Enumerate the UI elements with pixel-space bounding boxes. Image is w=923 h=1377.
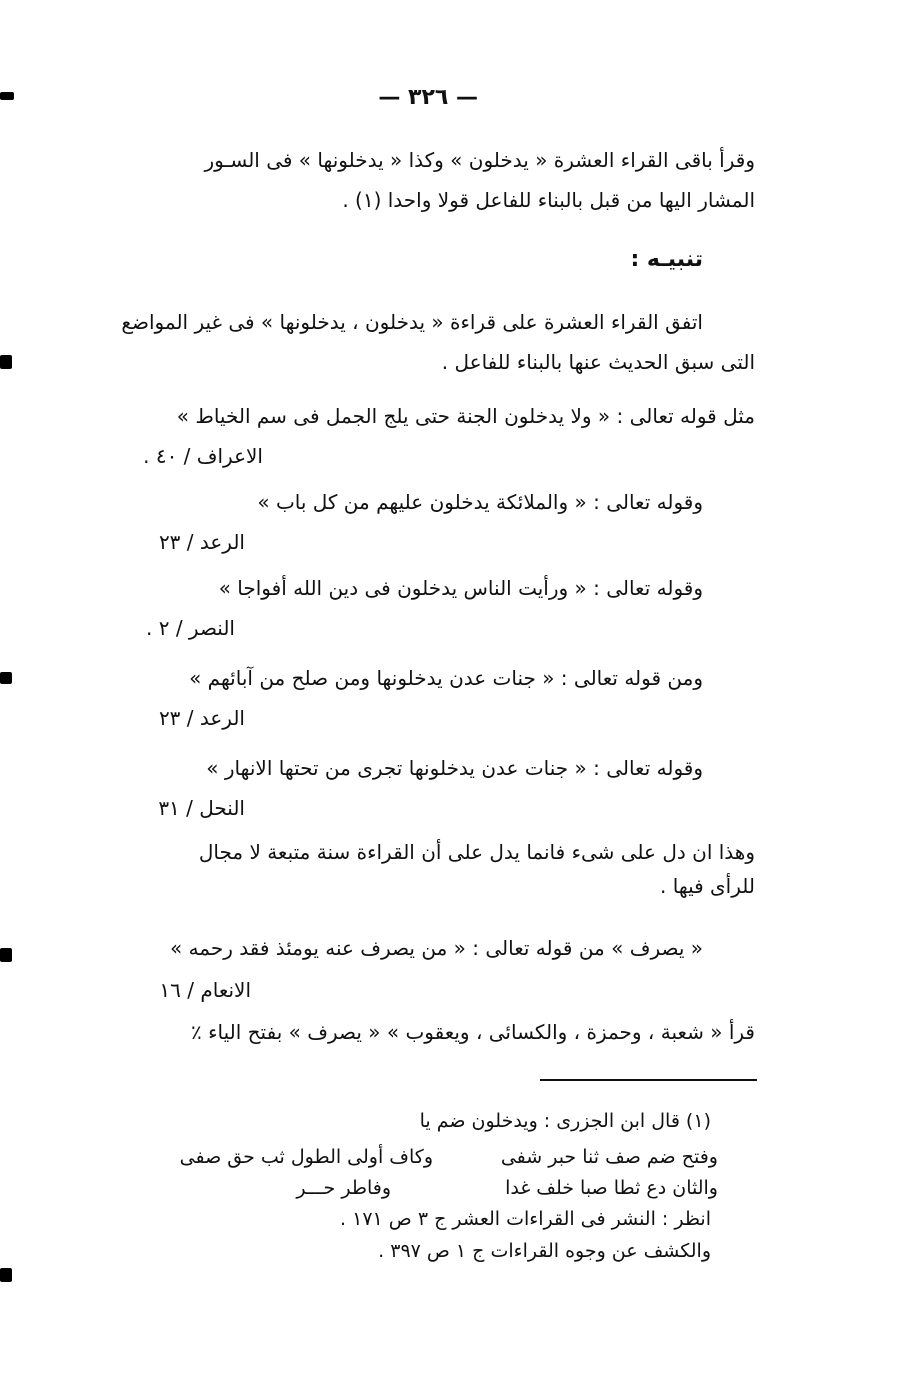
binding-hole-mark (0, 672, 12, 684)
section-heading: تنبيـه : (630, 247, 703, 272)
footnote-line3a: والثان دع ثطا صبا خلف غدا (505, 1177, 718, 1199)
yusraf-line1: « يصرف » من قوله تعالى : « من يصرف عنه يومئذ فقد رحمه » (169, 936, 703, 960)
binding-hole-mark (0, 1268, 12, 1282)
example-3-text: وقوله تعالى : « ورأيت الناس يدخلون فى دين الله أفواجا » (218, 576, 703, 600)
example-5-text: وقوله تعالى : « جنات عدن يدخلونها تجرى من تحتها الانهار » (206, 756, 703, 780)
example-2-ref: الرعد / ٢٣ (158, 530, 245, 554)
footnote-line1: (١) قال ابن الجزرى : ويدخلون ضم يا (419, 1110, 711, 1132)
binding-hole-mark (0, 355, 12, 369)
para1-line1: وقرأ باقى القراء العشرة « يدخلون » وكذا « يدخلونها » فى السـور (204, 148, 755, 172)
para3-line2: للرأى فيها . (660, 874, 755, 898)
example-1-text: مثل قوله تعالى : « ولا يدخلون الجنة حتى يلج الجمل فى سم الخياط » (176, 404, 755, 428)
example-5-ref: النحل / ٣١ (158, 796, 245, 820)
binding-hole-mark (0, 948, 12, 962)
binding-hole-mark (0, 92, 14, 100)
example-4-ref: الرعد / ٢٣ (158, 706, 245, 730)
page-number: — ٣٢٦ — (378, 85, 478, 110)
example-1-ref: الاعراف / ٤٠ . (143, 444, 263, 468)
yusraf-line3: قرأ « شعبة ، وحمزة ، والكسائى ، ويعقوب » « يصرف » بفتح الياء ٪ (191, 1020, 755, 1044)
para3-line1: وهذا ان دل على شىء فانما يدل على أن القراءة سنة متبعة لا مجال (198, 840, 755, 864)
example-3-ref: النصر / ٢ . (146, 616, 235, 640)
footnote-line3b: وفاطر حـــر (296, 1177, 391, 1199)
para1-line2: المشار اليها من قبل بالبناء للفاعل قولا واحدا (١) . (342, 188, 755, 212)
yusraf-ref: الانعام / ١٦ (159, 978, 251, 1002)
para2-line2: التى سبق الحديث عنها بالبناء للفاعل . (441, 350, 755, 374)
footnote-line2a: وفتح ضم صف ثنا حبر شفى (500, 1146, 718, 1168)
example-2-text: وقوله تعالى : « والملائكة يدخلون عليهم من كل باب » (257, 490, 703, 514)
para2-line1: اتفق القراء العشرة على قراءة « يدخلون ، يدخلونها » فى غير المواضع (121, 310, 703, 334)
footnote-line4: انظر : النشر فى القراءات العشر ج ٣ ص ١٧١ . (340, 1208, 711, 1230)
footnote-line5: والكشف عن وجوه القراءات ج ١ ص ٣٩٧ . (378, 1240, 711, 1262)
footnote-line2b: وكاف أولى الطول ثب حق صفى (179, 1146, 433, 1168)
example-4-text: ومن قوله تعالى : « جنات عدن يدخلونها ومن صلح من آبائهم » (189, 666, 703, 690)
footnote-separator (540, 1079, 757, 1081)
